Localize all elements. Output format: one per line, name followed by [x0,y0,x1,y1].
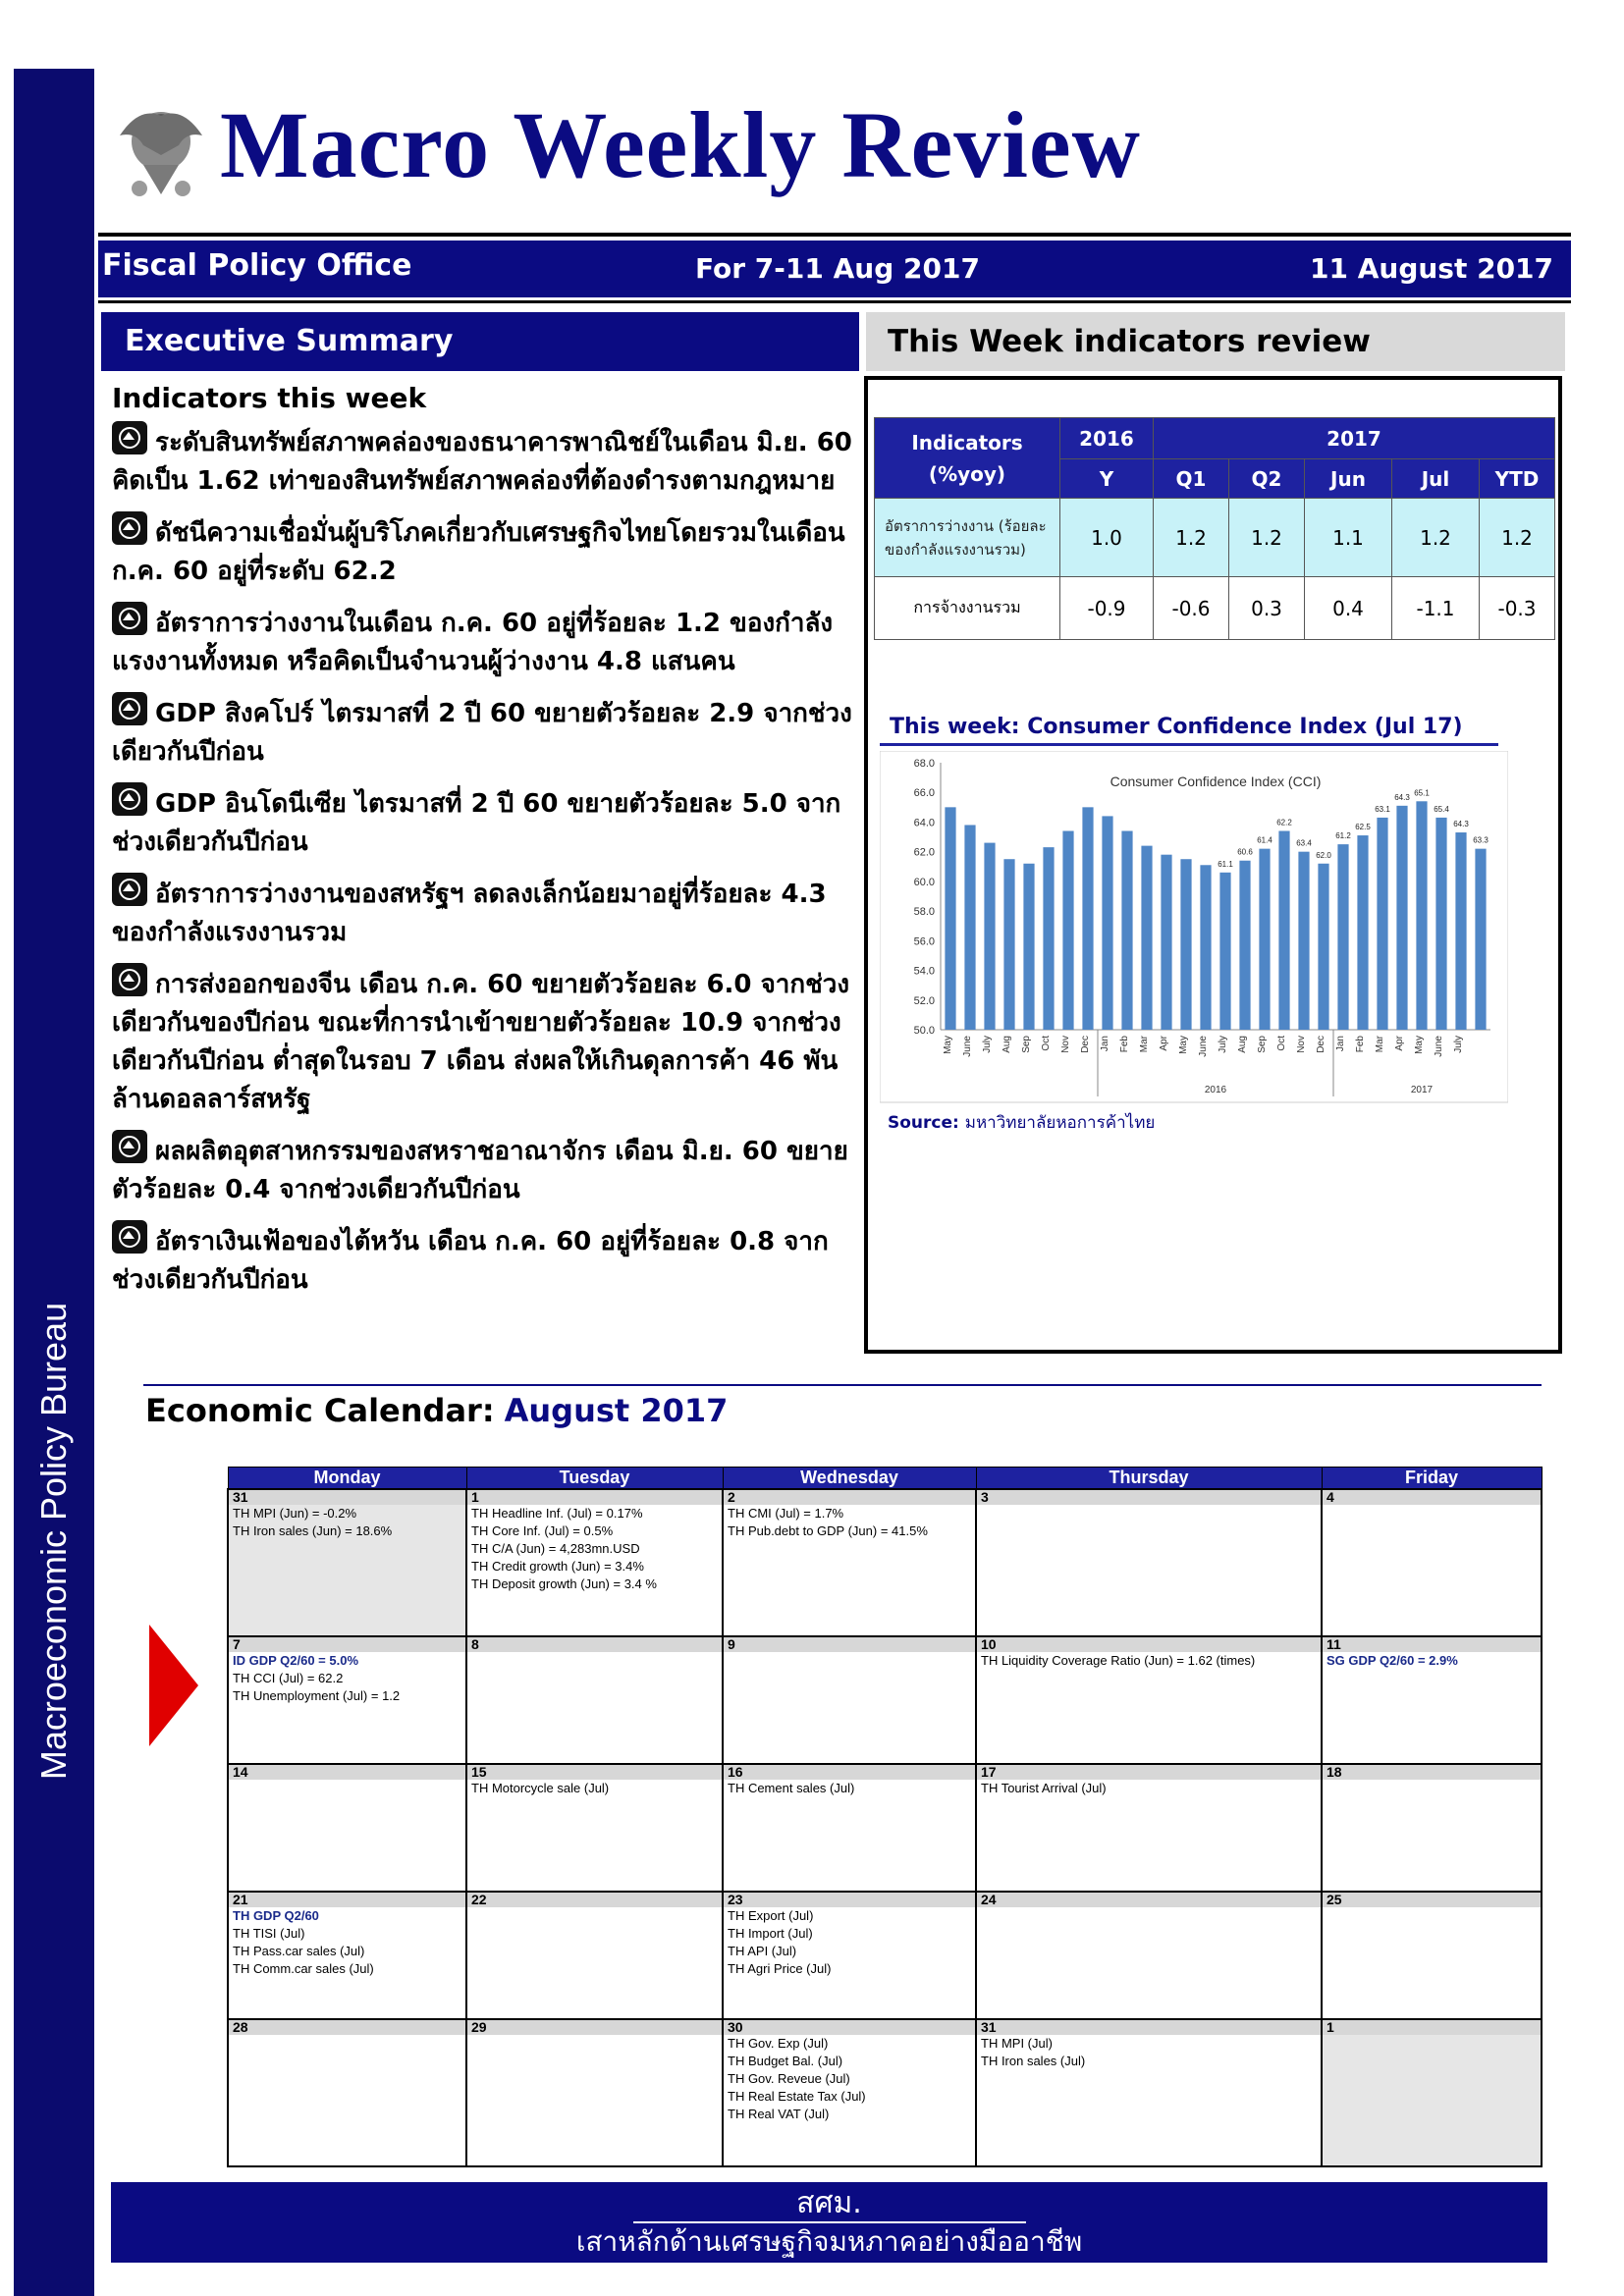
calendar-day-number: 9 [724,1637,975,1652]
chart-bar [1435,818,1446,1030]
calendar-day-cell [723,1489,976,1636]
calendar-event: TH Budget Bal. (Jul) [728,2054,843,2068]
x-tick-label: June [1434,1036,1444,1057]
chart-bar [945,807,955,1030]
calendar-day-number: 30 [724,2020,975,2035]
x-tick-label: Sep [1021,1036,1032,1053]
page-title: Macro Weekly Review [220,92,1141,197]
garuda-logo [110,96,212,202]
chart-source [888,1109,1155,1136]
x-tick-label: May [1414,1036,1425,1054]
chart-bar [1121,831,1132,1030]
chart-bar [1337,844,1348,1030]
bullet-text: อัตราการว่างงานในเดือน ก.ค. 60 อยู่ที่ร้อยละ 1.2 ของกำลังแรงงานทั้งหมด หรือคิดเป็นจำนวนผู้ว่างงาน 4.8 แสนคน [112,609,834,676]
summary-bullet [112,782,858,862]
y-tick-label: 50.0 [913,1025,935,1037]
x-tick-label: Jan [1335,1036,1346,1052]
calendar-week [228,1764,1542,1892]
calendar-event: TH Cement sales (Jul) [728,1781,855,1795]
calendar-day-number: 31 [977,2020,1321,2035]
chart-bar [1455,832,1466,1030]
calendar-day-number: 28 [229,2020,465,2035]
x-tick-label: July [1453,1036,1464,1053]
row-label: การจ้างงานรวม [875,577,1060,640]
calendar-day-number: 7 [229,1637,465,1652]
calendar-day-number: 3 [977,1490,1321,1505]
table-cell: 1.0 [1060,499,1154,577]
summary-bullet [112,1130,858,1209]
exec-summary-body [112,379,858,1310]
table-cell: 1.1 [1305,499,1392,577]
calendar-day-number: 2 [724,1490,975,1505]
calendar-event: TH CCI (Jul) = 62.2 [233,1671,344,1685]
x-tick-label: Feb [1119,1036,1130,1053]
calendar-day-cell [976,1764,1322,1892]
summary-bullet [112,873,858,952]
calendar-heading [145,1392,728,1429]
bullet-text: อัตราเงินเฟ้อของไต้หวัน เดือน ก.ค. 60 อยู่ที่ร้อยละ 0.8 จากช่วงเดียวกันปีก่อน [112,1227,829,1295]
indicators-heading: Indicators this week [112,382,427,414]
x-tick-label: Nov [1296,1036,1307,1053]
data-label: 65.4 [1434,804,1449,814]
calendar-event: TH MPI (Jul) [981,2036,1053,2051]
calendar-event: TH CMI (Jul) = 1.7% [728,1506,844,1521]
calendar-event: TH Gov. Reveue (Jul) [728,2071,850,2086]
group-label: 2016 [1204,1085,1227,1095]
chart-bar [1062,831,1073,1030]
table-cell: 1.2 [1480,499,1555,577]
x-tick-label: Nov [1060,1036,1071,1053]
calendar-day-number: 29 [467,2020,722,2035]
data-label: 63.4 [1296,838,1312,848]
x-tick-label: Mar [1139,1036,1150,1053]
calendar-day-number: 25 [1323,1893,1541,1907]
y-tick-label: 52.0 [913,994,935,1007]
bullet-icon [112,963,147,996]
calendar-day-cell [228,2019,466,2166]
footer-org: สศม. [796,2186,862,2220]
calendar-week [228,1892,1542,2019]
chart-title: Consumer Confidence Index (CCI) [1110,774,1322,789]
chart-bar [1219,873,1230,1030]
y-tick-label: 62.0 [913,846,935,859]
y-tick-label: 54.0 [913,965,935,978]
chart-bar [1278,831,1289,1030]
calendar-event: TH Tourist Arrival (Jul) [981,1781,1107,1795]
calendar-day-cell [466,1489,723,1636]
calendar-event: TH GDP Q2/60 [233,1908,319,1923]
calendar-event: TH Real VAT (Jul) [728,2107,830,2121]
x-tick-label: May [1178,1036,1189,1054]
calendar-day-cell [1322,1489,1542,1636]
chart-bar [984,843,995,1030]
indicators-table [874,417,1555,640]
calendar-day-number: 14 [229,1765,465,1780]
chart-bar [1298,852,1309,1030]
bullet-icon [112,782,147,816]
bullet-icon [112,1130,147,1163]
data-label: 63.3 [1473,835,1489,845]
bullet-text: ดัชนีความเชื่อมั่นผู้บริโภคเกี่ยวกับเศรษฐกิจไทยโดยรวมในเดือน ก.ค. 60 อยู่ที่ระดับ 62.2 [112,518,845,586]
calendar-event: TH Real Estate Tax (Jul) [728,2089,866,2104]
y-tick-label: 60.0 [913,876,935,888]
col-header: Jul [1392,459,1480,499]
table-cell: 1.2 [1229,499,1305,577]
calendar-rule [143,1384,1542,1386]
bullet-icon [112,692,147,725]
data-label: 65.1 [1414,788,1430,798]
col-header: Q1 [1154,459,1229,499]
x-tick-label: Jan [1100,1036,1110,1052]
calendar-event: TH Agri Price (Jul) [728,1961,832,1976]
bullet-icon [112,511,147,545]
calendar-month: August 2017 [504,1392,729,1429]
header-rule [98,233,1571,237]
calendar-day-number: 24 [977,1893,1321,1907]
table-row [875,499,1555,577]
y-tick-label: 64.0 [913,817,935,829]
bullet-text: GDP สิงคโปร์ ไตรมาสที่ 2 ปี 60 ขยายตัวร้อยละ 2.9 จากช่วงเดียวกันปีก่อน [112,699,852,767]
x-tick-label: Sep [1257,1036,1268,1053]
calendar-day-number: 1 [1323,2020,1541,2035]
calendar-event: TH Export (Jul) [728,1908,814,1923]
exec-summary-heading: Executive Summary [101,312,859,371]
calendar-day-number: 21 [229,1893,465,1907]
x-tick-label: Oct [1041,1036,1052,1051]
footer-slogan: เสาหลักด้านเศรษฐกิจมหภาคอย่างมืออาชีพ [575,2225,1083,2258]
calendar-event: TH Import (Jul) [728,1926,813,1941]
col-header: Jun [1305,459,1392,499]
table-cell: -0.6 [1154,577,1229,640]
calendar-event: TH MPI (Jun) = -0.2% [233,1506,357,1521]
chart-bar [1259,849,1270,1030]
chart-bar [1161,855,1171,1030]
data-label: 61.1 [1218,859,1233,869]
calendar-day-header: Thursday [976,1468,1322,1490]
data-label: 61.4 [1257,835,1272,845]
bullet-text: ผลผลิตอุตสาหกรรมของสหราชอาณาจักร เดือน มิ.ย. 60 ขยายตัวร้อยละ 0.4 จากช่วงเดียวกันปีก่อน [112,1137,848,1204]
header-rule-bottom [98,300,1571,303]
table-row [875,577,1555,640]
sidebar-title: Macroeconomic Policy Bureau [33,1302,74,1781]
calendar-day-number: 15 [467,1765,722,1780]
bullet-text: GDP อินโดนีเซีย ไตรมาสที่ 2 ปี 60 ขยายตัวร้อยละ 5.0 จากช่วงเดียวกันปีก่อน [112,789,841,857]
calendar-event: ID GDP Q2/60 = 5.0% [233,1653,359,1668]
group-label: 2017 [1410,1085,1434,1095]
x-tick-label: June [962,1036,973,1057]
chart-bar [1003,859,1014,1030]
chart-bar [1102,816,1112,1030]
data-label: 61.2 [1335,831,1351,841]
calendar-event: TH C/A (Jun) = 4,283mn.USD [471,1541,640,1556]
col-header: YTD [1480,459,1555,499]
calendar-event: TH Headline Inf. (Jul) = 0.17% [471,1506,643,1521]
calendar-day-cell [723,1892,976,2019]
chart-bar [1396,806,1407,1030]
calendar-day-number: 23 [724,1893,975,1907]
x-tick-label: July [1218,1036,1228,1053]
data-label: 64.3 [1453,820,1469,829]
calendar-event: TH TISI (Jul) [233,1926,305,1941]
bullet-icon [112,602,147,635]
x-tick-label: Apr [1394,1036,1405,1051]
calendar-day-number: 1 [467,1490,722,1505]
table-header-2016: 2016 [1060,418,1154,459]
chart-bar [1357,835,1368,1030]
chart-bar [964,825,975,1030]
calendar-day-header: Monday [228,1468,466,1490]
calendar-event: TH Core Inf. (Jul) = 0.5% [471,1523,614,1538]
chart-heading-rule [880,743,1498,746]
summary-bullet [112,1220,858,1300]
y-tick-label: 58.0 [913,906,935,919]
x-tick-label: July [982,1036,993,1053]
chart-bar [1043,847,1054,1030]
issue-date: 11 August 2017 [1310,252,1554,285]
chart-bar [1416,801,1427,1030]
calendar-event: TH Motorcycle sale (Jul) [471,1781,610,1795]
x-tick-label: Aug [1001,1036,1012,1053]
bullet-text: ระดับสินทรัพย์สภาพคล่องของธนาคารพาณิชย์ในเดือน มิ.ย. 60 คิดเป็น 1.62 เท่าของสินทรัพย์สภาพคล่องที่ต้องดำรงตามกฎหมาย [112,428,852,496]
calendar-event: TH Iron sales (Jul) [981,2054,1086,2068]
x-tick-label: June [1198,1036,1209,1057]
x-tick-label: Feb [1355,1036,1366,1053]
calendar-day-cell [466,1764,723,1892]
calendar-event: TH Pub.debt to GDP (Jun) = 41.5% [728,1523,928,1538]
calendar-day-number: 11 [1323,1637,1541,1652]
economic-calendar [227,1467,1543,2167]
calendar-event: TH Pass.car sales (Jul) [233,1944,365,1958]
calendar-day-number: 17 [977,1765,1321,1780]
calendar-event: TH API (Jul) [728,1944,797,1958]
chart-bar [1377,818,1387,1030]
col-header: Q2 [1229,459,1305,499]
summary-bullet [112,421,858,501]
calendar-day-cell [228,1489,466,1636]
calendar-day-number: 22 [467,1893,722,1907]
data-label: 64.3 [1394,792,1410,802]
data-label: 62.2 [1276,818,1292,828]
y-tick-label: 56.0 [913,935,935,948]
week-range: For 7-11 Aug 2017 [695,252,980,285]
bullet-text: การส่งออกของจีน เดือน ก.ค. 60 ขยายตัวร้อยละ 6.0 จากช่วงเดียวกันของปีก่อน ขณะที่การนำเข้าขยายตัวร้อยละ 10.9 จากช่วงเดียวกันปีก่อน ต่ำสุดในรอบ 7 เดือน ส่งผลให้เกินดุลการค้า 46 พันล้านดอลลาร์สหรัฐ [112,970,850,1114]
chart-bar [1141,846,1152,1030]
bullet-icon [112,421,147,454]
table-cell: -0.3 [1480,577,1555,640]
chart-bar [1200,865,1211,1030]
table-header-2017: 2017 [1154,418,1555,459]
calendar-day-cell [228,1636,466,1764]
table-cell: 1.2 [1392,499,1480,577]
calendar-day-cell [723,1764,976,1892]
x-tick-label: Dec [1080,1036,1091,1053]
calendar-day-number: 4 [1323,1490,1541,1505]
calendar-day-cell [1322,1764,1542,1892]
calendar-day-cell [466,1636,723,1764]
calendar-day-header: Tuesday [466,1468,723,1490]
calendar-day-cell [1322,2019,1542,2166]
calendar-event: TH Credit growth (Jun) = 3.4% [471,1559,644,1574]
x-tick-label: Aug [1237,1036,1248,1053]
footer-banner [111,2182,1547,2263]
calendar-day-cell [466,1892,723,2019]
calendar-day-cell [976,2019,1322,2166]
calendar-day-number: 16 [724,1765,975,1780]
office-name: Fiscal Policy Office [102,248,412,283]
calendar-day-header: Wednesday [723,1468,976,1490]
x-tick-label: Apr [1159,1036,1169,1051]
calendar-day-cell [976,1636,1322,1764]
row-label: อัตราการว่างงาน (ร้อยละของกำลังแรงงานรวม) [875,499,1060,577]
x-tick-label: Mar [1375,1036,1385,1053]
data-label: 63.1 [1375,804,1390,814]
chart-heading: This week: Consumer Confidence Index (Jul 17) [890,715,1463,739]
bullet-icon [112,873,147,906]
source-text: มหาวิทยาลัยหอการค้าไทย [964,1113,1156,1133]
calendar-day-number: 10 [977,1637,1321,1652]
calendar-event: TH Unemployment (Jul) = 1.2 [233,1688,401,1703]
calendar-day-cell [723,1636,976,1764]
calendar-day-number: 31 [229,1490,465,1505]
chart-bar [1475,849,1486,1030]
summary-bullet [112,963,858,1119]
calendar-week [228,1489,1542,1636]
sidebar-band [14,69,94,2296]
x-tick-label: Oct [1276,1036,1287,1051]
bullet-icon [112,1220,147,1254]
calendar-day-header: Friday [1322,1468,1542,1490]
chart-bar [1082,807,1093,1030]
calendar-label: Economic Calendar: [145,1392,495,1429]
calendar-day-cell [976,1489,1322,1636]
y-tick-label: 66.0 [913,787,935,800]
data-label: 60.6 [1237,847,1253,857]
current-week-arrow-icon [149,1625,198,1746]
calendar-event: TH Iron sales (Jun) = 18.6% [233,1523,393,1538]
calendar-day-number: 8 [467,1637,722,1652]
chart-bar [1023,864,1034,1030]
calendar-week [228,2019,1542,2166]
summary-bullet [112,692,858,772]
x-tick-label: May [943,1036,953,1054]
calendar-day-cell [466,2019,723,2166]
bullet-text: อัตราการว่างงานของสหรัฐฯ ลดลงเล็กน้อยมาอยู่ที่ร้อยละ 4.3 ของกำลังแรงงานรวม [112,880,827,947]
table-cell: -1.1 [1392,577,1480,640]
table-header-indicators: Indicators (%yoy) [875,418,1060,499]
chart-bar [1239,861,1250,1030]
chart-bar [1180,859,1191,1030]
calendar-day-cell [228,1764,466,1892]
table-cell: 0.4 [1305,577,1392,640]
calendar-event: TH Comm.car sales (Jul) [233,1961,374,1976]
calendar-day-cell [228,1892,466,2019]
table-cell: 0.3 [1229,577,1305,640]
calendar-week [228,1636,1542,1764]
summary-bullet [112,602,858,681]
calendar-event: TH Liquidity Coverage Ratio (Jun) = 1.62 (times) [981,1653,1256,1668]
calendar-event: TH Deposit growth (Jun) = 3.4 % [471,1576,657,1591]
calendar-day-cell [976,1892,1322,2019]
y-tick-label: 68.0 [913,758,935,770]
calendar-day-cell [1322,1636,1542,1764]
table-cell: -0.9 [1060,577,1154,640]
data-label: 62.0 [1316,850,1331,860]
calendar-day-cell [723,2019,976,2166]
indicators-review-heading: This Week indicators review [866,312,1565,371]
summary-bullet [112,511,858,591]
col-header: Y [1060,459,1154,499]
cci-bar-chart [880,751,1508,1104]
calendar-event: SG GDP Q2/60 = 2.9% [1326,1653,1458,1668]
table-cell: 1.2 [1154,499,1229,577]
data-label: 62.5 [1355,823,1371,832]
calendar-event: TH Gov. Exp (Jul) [728,2036,829,2051]
source-label: Source: [888,1113,959,1133]
chart-bar [1318,864,1328,1030]
x-tick-label: Dec [1316,1036,1326,1053]
calendar-day-cell [1322,1892,1542,2019]
header-bar [98,240,1571,297]
calendar-day-number: 18 [1323,1765,1541,1780]
